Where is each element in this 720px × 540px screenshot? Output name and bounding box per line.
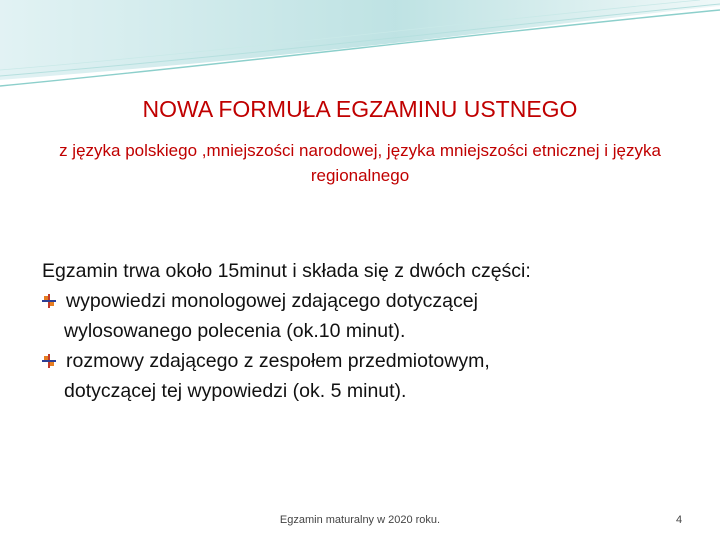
list-item [42,286,682,346]
slide-body [42,256,682,406]
decorative-swoosh [0,0,720,90]
slide-footer: Egzamin maturalny w 2020 roku. [279,514,441,526]
bullet-text-line1: wypowiedzi monologowej zdającego dotyczącej [66,290,478,312]
bullet-text-line1: rozmowy zdającego z zespołem przedmiotowym, [66,350,490,372]
bullet-icon [42,354,56,368]
bullet-list [42,286,682,406]
bullet-text-line2: wylosowanego polecenia (ok.10 minut). [64,320,406,342]
bullet-text-line2: dotyczącej tej wypowiedzi (ok. 5 minut). [64,380,407,402]
slide-subtitle: z języka polskiego ,mniejszości narodowej, języka mniejszości etnicznej i języka regionalnego [59,141,661,185]
list-item [42,346,682,406]
bullet-icon [42,294,56,308]
page-number: 4 [676,514,683,526]
slide-title: NOWA FORMUŁA EGZAMINU USTNEGO [142,96,578,122]
intro-text: Egzamin trwa około 15minut i składa się z dwóch części: [42,260,531,282]
